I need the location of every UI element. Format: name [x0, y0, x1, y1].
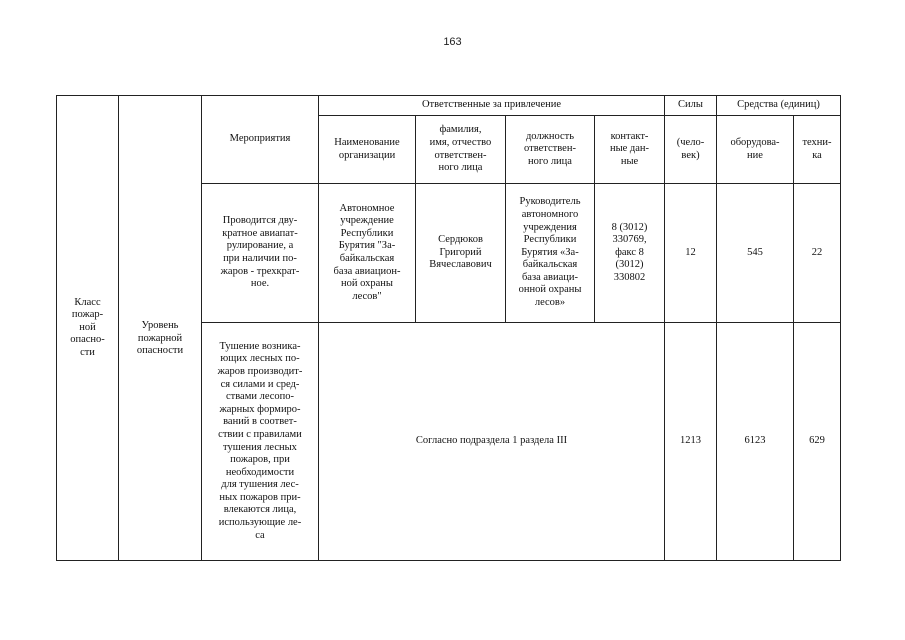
- fire-response-table: [56, 95, 841, 561]
- measure-cell: Проводится дву- кратное авиапат- рулирование, а при наличии по- жаров - трехкрат- ное.: [202, 184, 319, 323]
- header-means: Средства (единиц): [717, 96, 841, 116]
- header-persons: (чело- век): [665, 116, 717, 184]
- measure-cell: Тушение возника- ющих лесных по- жаров производит- ся силами и сред- ствами лесопо- жарных формиро- ваний в соответ- ствии с правилами тушения лесных пожаров, при необходимости для тушения лес- ных пожаров при- влекаются лица, использующие ле- са: [202, 323, 319, 561]
- vehicles-cell: 22: [794, 184, 841, 323]
- persons-cell: 1213: [665, 323, 717, 561]
- header-class-cell: Класс пожар- ной опасно- сти: [57, 96, 119, 561]
- equipment-cell: 545: [717, 184, 794, 323]
- fio-cell: Сердюков Григорий Вячеславович: [416, 184, 506, 323]
- responsible-merged-cell: Согласно подраздела 1 раздела III: [319, 323, 665, 561]
- header-measures: Мероприятия: [202, 96, 319, 184]
- header-vehicles: техни- ка: [794, 116, 841, 184]
- header-position: должность ответствен- ного лица: [506, 116, 595, 184]
- header-level-cell: Уровень пожарной опасности: [119, 96, 202, 561]
- vehicles-cell: 629: [794, 323, 841, 561]
- header-contacts: контакт- ные дан- ные: [595, 116, 665, 184]
- organization-cell: Автономное учреждение Республики Бурятия "За- байкальская база авиацион- ной охраны лесов": [319, 184, 416, 323]
- persons-cell: 12: [665, 184, 717, 323]
- contacts-cell: 8 (3012) 330769, факс 8 (3012) 330802: [595, 184, 665, 323]
- header-responsible-group: Ответственные за привлечение: [319, 96, 665, 116]
- header-forces: Силы: [665, 96, 717, 116]
- header-equipment: оборудова- ние: [717, 116, 794, 184]
- equipment-cell: 6123: [717, 323, 794, 561]
- header-organization: Наименование организации: [319, 116, 416, 184]
- position-cell: Руководитель автономного учреждения Республики Бурятия «За- байкальская база авиаци- онной охраны лесов»: [506, 184, 595, 323]
- page-number: 163: [443, 36, 462, 48]
- header-fio: фамилия, имя, отчество ответствен- ного лица: [416, 116, 506, 184]
